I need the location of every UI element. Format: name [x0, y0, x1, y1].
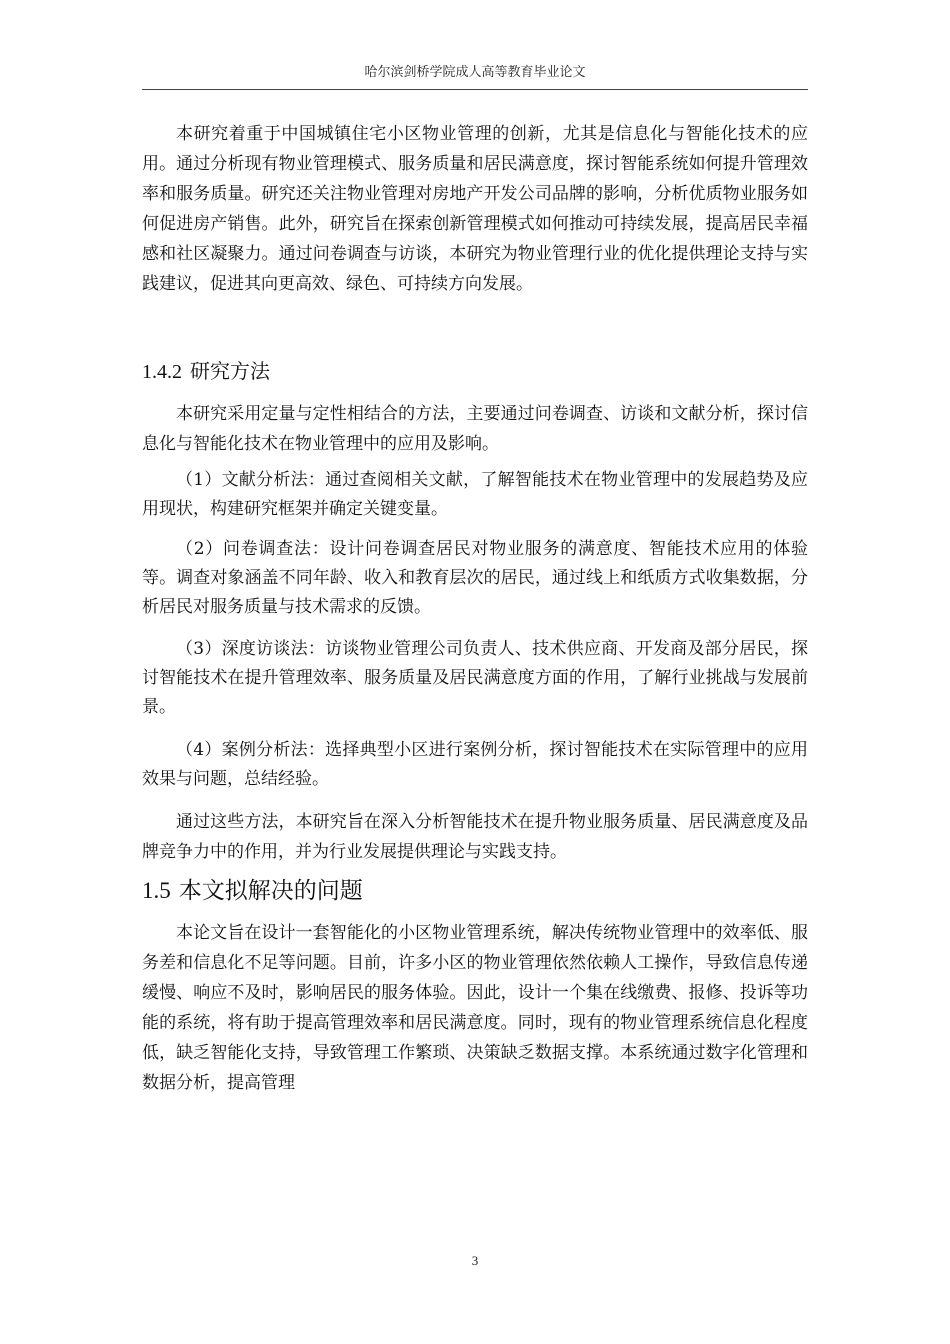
- method-item-literature: （1）文献分析法：通过查阅相关文献，了解智能技术在物业管理中的发展趋势及应用现状，构建研究框架并确定关键变量。: [142, 470, 808, 519]
- problem-paragraph: 本论文旨在设计一套智能化的小区物业管理系统，解决传统物业管理中的效率低、服务差和信息化不足等问题。目前，许多小区的物业管理依然依赖人工操作，导致信息传递缓慢、响应不及时，影响居民的服务体验。因此，设计一个集在线缴费、报修、投诉等功能的系统，将有助于提高管理效率和居民满意度。同时，现有的物业管理系统信息化程度低，缺乏智能化支持，导致管理工作繁琐、决策缺乏数据支撑。本系统通过数字化管理和数据分析，提高管理: [142, 923, 808, 1093]
- section-title: 研究方法: [190, 359, 270, 383]
- section-heading-1-4-2: [142, 357, 270, 386]
- section-heading-1-5: [142, 875, 363, 907]
- section-number: 1.5: [142, 878, 171, 903]
- section-title: 本文拟解决的问题: [178, 878, 363, 904]
- methods-summary-paragraph: 通过这些方法，本研究旨在深入分析智能技术在提升物业服务质量、居民满意度及品牌竞争力中的作用，并为行业发展提供理论与实践支持。: [142, 812, 808, 862]
- method-item-interview: （3）深度访谈法：访谈物业管理公司负责人、技术供应商、开发商及部分居民，探讨智能技术在提升管理效率、服务质量及居民满意度方面的作用，了解行业挑战与发展前景。: [142, 639, 808, 717]
- page-number: 3: [471, 1253, 479, 1268]
- section-number: 1.4.2: [142, 361, 182, 383]
- methods-intro-paragraph: 本研究采用定量与定性相结合的方法，主要通过问卷调查、访谈和文献分析，探讨信息化与智能化技术在物业管理中的应用及影响。: [142, 404, 808, 454]
- header-title: 哈尔滨剑桥学院成人高等教育毕业论文: [364, 65, 586, 80]
- method-item-case-study: （4）案例分析法：选择典型小区进行案例分析，探讨智能技术在实际管理中的应用效果与问题，总结经验。: [142, 740, 808, 789]
- intro-paragraph: 本研究着重于中国城镇住宅小区物业管理的创新，尤其是信息化与智能化技术的应用。通过分析现有物业管理模式、服务质量和居民满意度，探讨智能系统如何提升管理效率和服务质量。研究还关注物业管理对房地产开发公司品牌的影响，分析优质物业服务如何促进房产销售。此外，研究旨在探索创新管理模式如何推动可持续发展，提高居民幸福感和社区凝聚力。通过问卷调查与访谈，本研究为物业管理行业的优化提供理论支持与实践建议，促进其向更高效、绿色、可持续方向发展。: [142, 124, 808, 294]
- page-header: [142, 62, 808, 90]
- method-item-questionnaire: （2）问卷调查法：设计问卷调查居民对物业服务的满意度、智能技术应用的体验等。调查对象涵盖不同年龄、收入和教育层次的居民，通过线上和纸质方式收集数据，分析居民对服务质量与技术需求的反馈。: [142, 539, 808, 617]
